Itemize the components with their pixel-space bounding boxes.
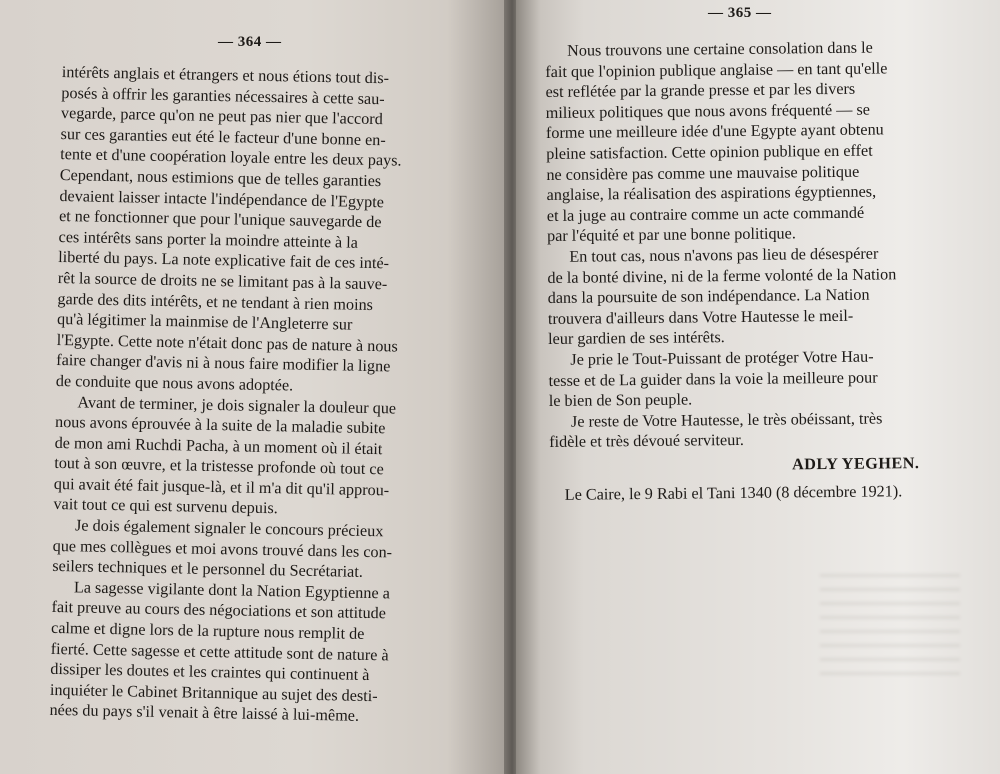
text-line: intérêts anglais et étrangers et nous étions tout dis- [61, 62, 390, 88]
text-line: l'Egypte. Cette note n'était donc pas de nature à nous [56, 330, 398, 356]
bleed-through-text [820, 565, 960, 675]
text-line: fidèle et très dévoué serviteur. [549, 431, 744, 452]
text-line: ne considère pas comme une mauvaise politique [546, 162, 860, 184]
text-line: vait tout ce qui est survenu depuis. [53, 495, 278, 518]
text-line: rêt la source de droits ne se limitant pas à la sauve- [57, 268, 388, 294]
text-line: seilers techniques et le personnel du Secrétariat. [52, 557, 364, 582]
text-line: de la bonté divine, ni de la ferme volonté de la Nation [547, 264, 897, 287]
text-line: tesse et de La guider dans la voie la meilleure pour [548, 368, 878, 390]
text-line: nous avons éprouvée à la suite de la maladie subite [54, 413, 386, 438]
text-line: ces intérêts sans porter la moindre atteinte à la [58, 227, 359, 252]
text-line: tout à son œuvre, et la tristesse profonde où tout ce [54, 454, 384, 479]
paragraph [547, 243, 948, 350]
text-line: fait preuve au cours des négociations et son attitude [51, 598, 387, 623]
text-line: leur gardien de ses intérêts. [548, 328, 725, 349]
text-line: Nous trouvons une certaine consolation dans le [567, 38, 873, 60]
left-page-text [49, 62, 448, 728]
text-line: de conduite que nous avons adoptée. [55, 371, 294, 395]
text-line: de mon ami Ruchdi Pacha, à un moment où il était [54, 433, 383, 458]
paragraph [548, 346, 949, 412]
paragraph [549, 407, 949, 452]
text-line: forme une meilleure idée d'une Egypte ayant obtenu [545, 120, 884, 143]
text-line: Je dois également signaler le concours précieux [74, 516, 384, 541]
dateline: Le Caire, le 9 Rabi el Tani 1340 (8 décembre 1921). [564, 482, 903, 505]
text-line: Je prie le Tout-Puissant de protéger Votre Hau- [570, 347, 874, 369]
paragraph [56, 62, 448, 399]
text-line: devaient laisser intacte l'indépendance de l'Egypte [59, 186, 385, 211]
text-line: le bien de Son peuple. [548, 390, 693, 411]
text-line: fierté. Cette sagesse et cette attitude sont de nature à [50, 639, 389, 665]
text-line: Cependant, nous estimions que de telles garanties [59, 165, 382, 191]
text-line: qui avait été fait jusque-là, et il m'a dit qu'il approu- [53, 474, 390, 500]
paragraph [53, 391, 441, 522]
page-number-365: — 365 — [708, 5, 772, 21]
paragraph [545, 37, 947, 247]
text-line: et ne fonctionner que pour l'unique sauvegarde de [58, 207, 382, 232]
text-line: qu'à légitimer la mainmise de l'Angleterre sur [56, 310, 353, 334]
text-line: anglaise, la réalisation des aspirations égyptiennes, [546, 182, 877, 205]
text-line: garde des dits intérêts, et ne tendant à rien moins [57, 289, 374, 314]
text-line: que mes collègues et moi avons trouvé dans les con- [52, 536, 393, 562]
text-line: pleine satisfaction. Cette opinion publique en effet [546, 141, 873, 163]
text-line: nées du pays s'il venait à être laissé à lui-même. [49, 701, 360, 726]
paragraph [49, 577, 438, 729]
text-line: trouvera d'ailleurs dans Votre Hautesse le meil- [547, 306, 854, 328]
text-line: En tout cas, nous n'avons pas lieu de désespérer [569, 244, 879, 266]
text-line: est reflétée par la grande presse et par les divers [545, 79, 856, 102]
text-line: tente et d'une coopération loyale entre les deux pays. [60, 145, 402, 170]
text-line: La sagesse vigilante dont la Nation Egyptienne a [73, 578, 391, 603]
text-line: inquiéter le Cabinet Britannique au sujet des desti- [49, 680, 378, 705]
text-line: vegarde, parce qu'on ne peut pas nier que l'accord [60, 104, 383, 129]
text-line: faire changer d'avis ni à nous faire modifier la ligne [56, 351, 391, 376]
signature: ADLY YEGHEN. [791, 453, 920, 474]
right-page [516, 0, 1000, 774]
right-paragraphs [545, 37, 949, 453]
text-line: dans la poursuite de son indépendance. La Nation [547, 285, 870, 308]
text-line: fait que l'opinion publique anglaise — en tant qu'elle [545, 59, 888, 81]
text-line: liberté du pays. La note explicative fait de ces inté- [58, 248, 390, 273]
text-line: milieux politiques que nous avons fréquenté — se [545, 100, 870, 122]
text-line: sur ces garanties eut été le facteur d'une bonne en- [60, 124, 386, 150]
text-line: Avant de terminer, je dois signaler la douleur que [77, 392, 397, 417]
text-line: calme et digne lors de la rupture nous remplit de [50, 618, 365, 643]
text-line: Je reste de Votre Hautesse, le très obéissant, très [570, 409, 883, 431]
right-page-text [545, 37, 950, 506]
text-line: posés à offrir les garanties nécessaires à cette sau- [61, 83, 385, 108]
paragraph [52, 515, 439, 584]
page-number-364: — 364 — [218, 34, 282, 50]
text-line: et la juge au contraire comme un acte commandé [546, 203, 865, 225]
text-line: par l'équité et par une bonne politique. [546, 224, 796, 246]
text-line: dissiper les doutes et les craintes qui continuent à [50, 660, 370, 685]
